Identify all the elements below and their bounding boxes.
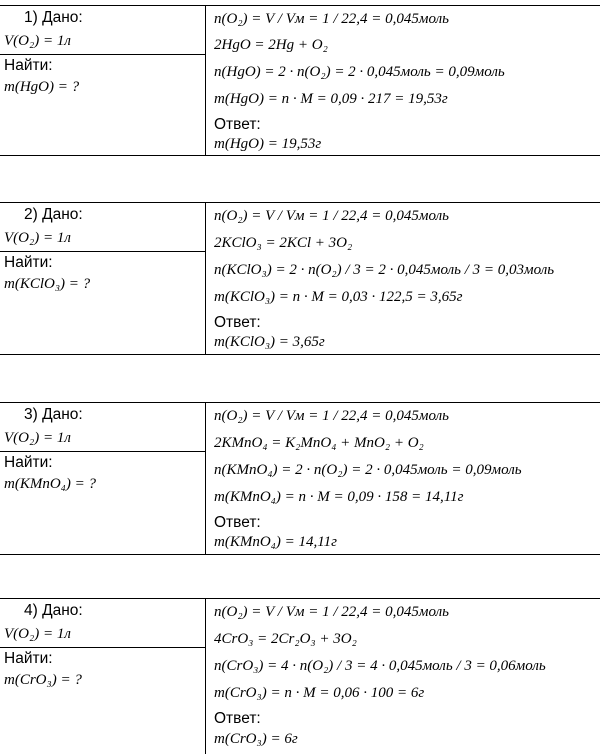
given-value: V(O₂) = 1л — [4, 33, 71, 49]
solution-column — [206, 403, 600, 554]
solution-column — [206, 203, 600, 354]
solution-line: 2KMnO₄ = K₂MnO₄ + MnO₂ + O₂ — [214, 435, 424, 451]
given-section — [0, 599, 205, 648]
answer-value: m(CrO₃) = 6г — [214, 731, 298, 747]
answer-label: Ответ: — [214, 116, 261, 133]
find-section — [0, 647, 205, 754]
find-label: Найти: — [4, 254, 53, 271]
find-value: m(HgO) = ? — [4, 79, 80, 95]
find-label: Найти: — [4, 57, 53, 74]
problem-header: 1) Дано: — [24, 9, 83, 26]
solution-line: m(KMnO₄) = n · M = 0,09 · 158 = 14,11г — [214, 489, 464, 505]
find-label: Найти: — [4, 650, 53, 667]
problem-2 — [0, 202, 600, 355]
problem-1 — [0, 5, 600, 156]
solution-line: n(KMnO₄) = 2 · n(O₂) = 2 · 0,045моль = 0,09моль — [214, 462, 522, 478]
given-value: V(O₂) = 1л — [4, 230, 71, 246]
find-section — [0, 54, 205, 155]
find-section — [0, 251, 205, 354]
given-value: V(O₂) = 1л — [4, 626, 71, 642]
solution-line: m(KClO₃) = n · M = 0,03 · 122,5 = 3,65г — [214, 289, 463, 305]
solution-line: n(O₂) = V / Vм = 1 / 22,4 = 0,045моль — [214, 604, 449, 620]
solution-line: 2KClO₃ = 2KCl + 3O₂ — [214, 235, 353, 251]
given-value: V(O₂) = 1л — [4, 430, 71, 446]
problem-header: 2) Дано: — [24, 206, 83, 223]
solution-line: 2HgO = 2Hg + O₂ — [214, 37, 328, 53]
solution-line: m(CrO₃) = n · M = 0,06 · 100 = 6г — [214, 685, 425, 701]
given-section — [0, 6, 205, 55]
answer-value: m(KClO₃) = 3,65г — [214, 334, 325, 350]
answer-label: Ответ: — [214, 710, 261, 727]
find-value: m(KClO₃) = ? — [4, 276, 91, 292]
problem-1-left-column — [0, 6, 206, 155]
solution-line: n(KClO₃) = 2 · n(O₂) / 3 = 2 · 0,045моль / 3 = 0,03моль — [214, 262, 555, 278]
problem-2-left-column — [0, 203, 206, 354]
problem-header: 4) Дано: — [24, 602, 83, 619]
solution-line: n(HgO) = 2 · n(O₂) = 2 · 0,045моль = 0,09моль — [214, 64, 505, 80]
answer-value: m(KMnO₄) = 14,11г — [214, 534, 337, 550]
problem-4-left-column — [0, 599, 206, 754]
problem-4 — [0, 598, 600, 754]
problem-3 — [0, 402, 600, 555]
find-section — [0, 451, 205, 554]
problem-header: 3) Дано: — [24, 406, 83, 423]
given-section — [0, 203, 205, 252]
find-value: m(KMnO₄) = ? — [4, 476, 96, 492]
given-section — [0, 403, 205, 452]
solution-line: n(CrO₃) = 4 · n(O₂) / 3 = 4 · 0,045моль / 3 = 0,06моль — [214, 658, 546, 674]
find-value: m(CrO₃) = ? — [4, 672, 82, 688]
solution-column — [206, 599, 600, 754]
solution-line: n(O₂) = V / Vм = 1 / 22,4 = 0,045моль — [214, 208, 449, 224]
solution-column — [206, 6, 600, 155]
answer-label: Ответ: — [214, 314, 261, 331]
answer-label: Ответ: — [214, 514, 261, 531]
solution-line: 4CrO₃ = 2Cr₂O₃ + 3O₂ — [214, 631, 357, 647]
solution-line: n(O₂) = V / Vм = 1 / 22,4 = 0,045моль — [214, 11, 449, 27]
solution-line: n(O₂) = V / Vм = 1 / 22,4 = 0,045моль — [214, 408, 449, 424]
problem-3-left-column — [0, 403, 206, 554]
find-label: Найти: — [4, 454, 53, 471]
solution-line: m(HgO) = n · M = 0,09 · 217 = 19,53г — [214, 91, 448, 107]
answer-value: m(HgO) = 19,53г — [214, 136, 322, 152]
